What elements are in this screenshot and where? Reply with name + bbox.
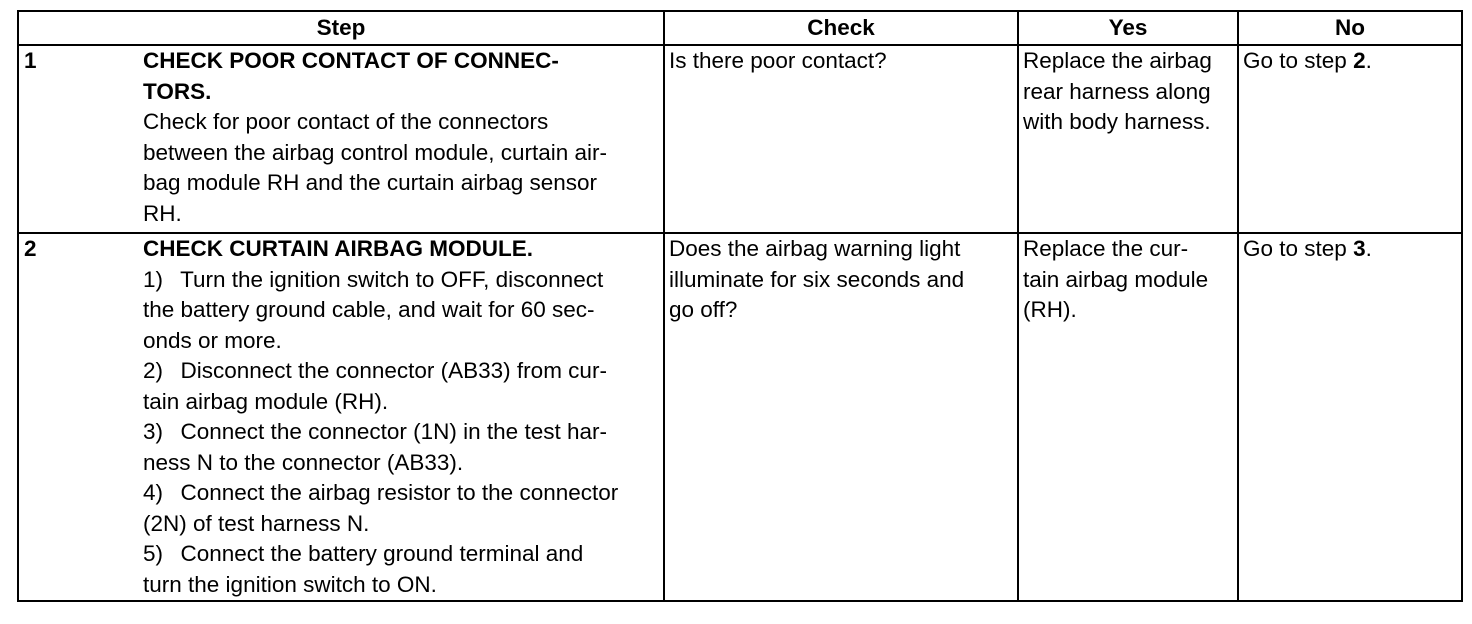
no-action-step: 2 bbox=[1353, 48, 1366, 73]
header-check: Check bbox=[664, 11, 1018, 45]
step-description bbox=[143, 107, 659, 229]
procedure-line: 2) Disconnect the connector (AB33) from cur- bbox=[143, 358, 607, 383]
table-row bbox=[18, 233, 1462, 601]
check-question-line: illuminate for six seconds and bbox=[669, 266, 965, 292]
check-question: Is there poor contact? bbox=[669, 48, 887, 73]
procedure-line: 3) Connect the connector (1N) in the test har- bbox=[143, 419, 607, 444]
yes-cell bbox=[1018, 45, 1238, 233]
check-cell bbox=[664, 45, 1018, 233]
yes-action-line: Replace the airbag bbox=[1023, 48, 1212, 73]
step-cell bbox=[18, 233, 664, 601]
yes-action-line: (RH). bbox=[1023, 297, 1077, 322]
no-action-prefix: Go to step bbox=[1243, 48, 1354, 73]
step-description-line: Check for poor contact of the connectors bbox=[143, 109, 549, 134]
procedure-line: 4) Connect the airbag resistor to the connector bbox=[143, 480, 619, 505]
step-description-line: between the airbag control module, curtain air- bbox=[143, 139, 608, 165]
step-number: 1 bbox=[24, 48, 37, 73]
check-question-line: Does the airbag warning light bbox=[669, 236, 961, 261]
step-procedure bbox=[143, 265, 659, 601]
step-cell bbox=[18, 45, 664, 233]
procedure-line: tain airbag module (RH). bbox=[143, 388, 389, 414]
diagnostic-procedure-table bbox=[17, 10, 1463, 602]
step-title-line: CHECK POOR CONTACT OF CONNEC- bbox=[143, 48, 559, 73]
yes-action-line: with body harness. bbox=[1023, 109, 1211, 134]
no-action-suffix: . bbox=[1365, 236, 1372, 261]
table-header-row bbox=[18, 11, 1462, 45]
no-action-prefix: Go to step bbox=[1243, 236, 1354, 261]
procedure-line: (2N) of test harness N. bbox=[143, 510, 370, 536]
procedure-line: turn the ignition switch to ON. bbox=[143, 571, 437, 597]
step-title: CHECK CURTAIN AIRBAG MODULE. bbox=[143, 236, 533, 261]
yes-cell bbox=[1018, 233, 1238, 601]
header-yes: Yes bbox=[1018, 11, 1238, 45]
no-action-suffix: . bbox=[1365, 48, 1372, 73]
procedure-line: the battery ground cable, and wait for 60 sec- bbox=[143, 297, 595, 322]
step-title-line: TORS. bbox=[143, 78, 212, 104]
check-cell bbox=[664, 233, 1018, 601]
yes-action-line: rear harness along bbox=[1023, 78, 1211, 104]
procedure-line: onds or more. bbox=[143, 327, 282, 353]
table-row bbox=[18, 45, 1462, 233]
step-number: 2 bbox=[24, 236, 37, 261]
yes-action-line: tain airbag module bbox=[1023, 266, 1209, 292]
yes-action-line: Replace the cur- bbox=[1023, 236, 1189, 261]
header-no: No bbox=[1238, 11, 1462, 45]
no-action-step: 3 bbox=[1353, 236, 1366, 261]
procedure-line: ness N to the connector (AB33). bbox=[143, 449, 464, 475]
no-cell bbox=[1238, 45, 1462, 233]
step-title bbox=[143, 46, 659, 107]
check-question-line: go off? bbox=[669, 297, 738, 322]
no-cell bbox=[1238, 233, 1462, 601]
header-step: Step bbox=[18, 11, 664, 45]
procedure-line: 5) Connect the battery ground terminal and bbox=[143, 541, 584, 566]
procedure-line: 1) Turn the ignition switch to OFF, disconnect bbox=[143, 266, 604, 292]
step-description-line: bag module RH and the curtain airbag sensor bbox=[143, 170, 598, 195]
step-description-line: RH. bbox=[143, 200, 182, 226]
